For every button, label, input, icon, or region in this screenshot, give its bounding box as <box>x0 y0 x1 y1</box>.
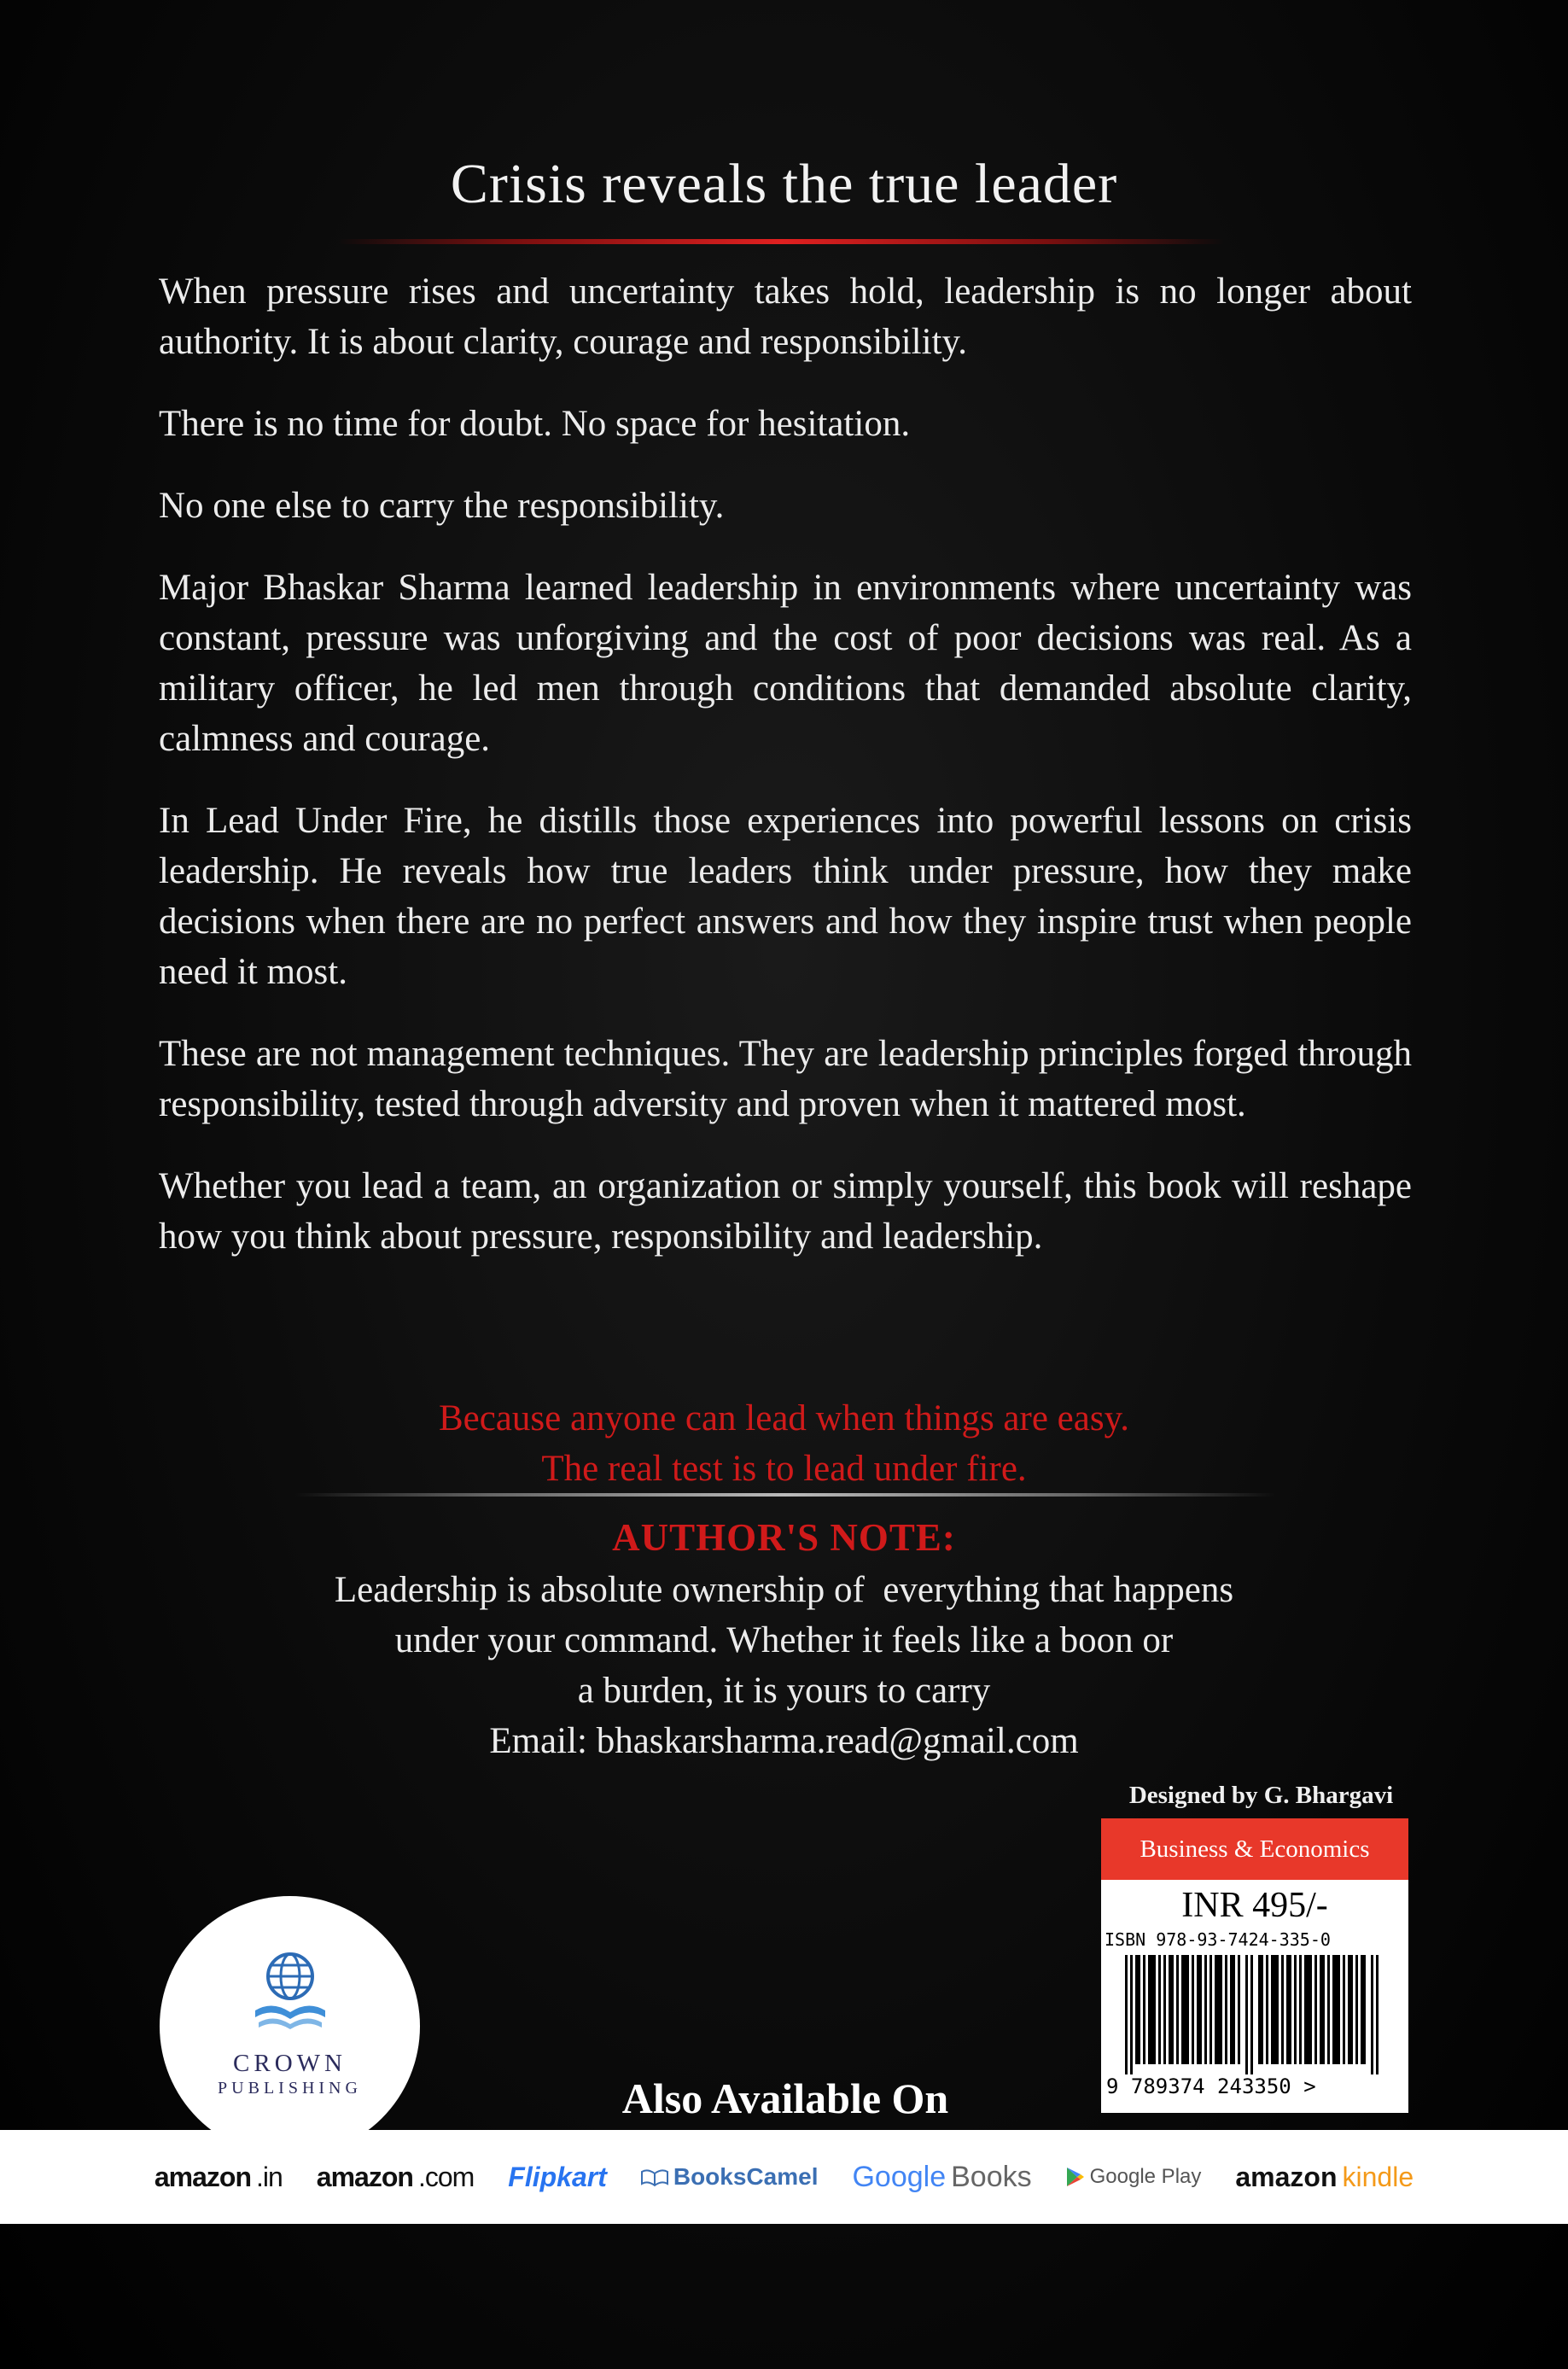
author-note <box>0 1565 1568 1766</box>
blurb-paragraph: No one else to carry the responsibility. <box>159 486 725 526</box>
blurb-paragraph: There is no time for doubt. No space for hesitation. <box>159 404 911 444</box>
store-amazon-com-suffix: .com <box>417 2161 475 2192</box>
blurb-paragraph: These are not management techniques. They are leadership principles forged through responsibility, tested through adversity and proven when it mattered most. <box>159 1034 1412 1124</box>
store-amazon-in[interactable] <box>154 2162 283 2193</box>
grey-divider <box>294 1493 1276 1497</box>
cover-heading: Crisis reveals the true leader <box>450 153 1118 215</box>
designer-credit: Designed by G. Bhargavi <box>1128 1782 1394 1809</box>
tagline-line: The real test is to lead under fire. <box>541 1449 1027 1489</box>
publisher-subname: PUBLISHING <box>218 2079 362 2098</box>
store-google-books[interactable] <box>852 2161 1031 2194</box>
author-note-line: a burden, it is yours to carry <box>577 1671 991 1711</box>
store-amazon-com-main: amazon <box>316 2161 413 2192</box>
price-label: INR 495/- <box>1181 1886 1328 1925</box>
store-strip <box>0 2130 1568 2224</box>
barcode-panel <box>1101 1818 1408 2113</box>
store-amazon-kindle[interactable] <box>1235 2162 1414 2193</box>
globe-book-icon <box>254 1947 327 2041</box>
barcode-icon <box>1125 1955 1390 2074</box>
tagline <box>0 1393 1568 1494</box>
store-google-play-label: Google Play <box>1089 2165 1202 2188</box>
store-google-books-suffix: Books <box>951 2160 1032 2193</box>
store-amazon-in-suffix: .in <box>256 2161 283 2192</box>
category-label: Business & Economics <box>1101 1818 1408 1880</box>
tagline-line: Because anyone can lead when things are easy. <box>438 1398 1130 1438</box>
also-available-heading: Also Available On <box>621 2074 949 2122</box>
author-note-line: Leadership is absolute ownership of everything that happens <box>334 1570 1234 1610</box>
store-kindle-main: amazon <box>1235 2161 1338 2192</box>
store-bookscamel[interactable] <box>641 2163 819 2191</box>
store-amazon-in-main: amazon <box>154 2161 251 2192</box>
blurb <box>159 266 1412 1293</box>
google-wordmark: Google <box>852 2160 947 2193</box>
store-kindle-suffix: kindle <box>1342 2161 1414 2192</box>
store-bookscamel-label: BooksCamel <box>673 2163 819 2190</box>
store-google-play[interactable] <box>1066 2165 1202 2189</box>
blurb-paragraph: Major Bhaskar Sharma learned leadership in environments where uncertainty was constant, pressure was unforgiving and the cost of poor decisions was real. As a military officer, he led men through conditions that demanded absolute clarity, calmness and courage. <box>159 568 1412 759</box>
barcode-digits: 9 789374 243350 > <box>1106 2074 1316 2098</box>
store-amazon-com[interactable] <box>317 2162 474 2193</box>
author-note-heading: AUTHOR'S NOTE: <box>612 1516 956 1559</box>
open-book-icon <box>641 2167 668 2187</box>
blurb-paragraph: Whether you lead a team, an organization or simply yourself, this book will reshape how you think about pressure, responsibility and leadership. <box>159 1166 1412 1257</box>
author-email[interactable]: Email: bhaskarsharma.read@gmail.com <box>489 1721 1079 1761</box>
google-play-icon <box>1066 2167 1085 2187</box>
store-flipkart[interactable]: Flipkart <box>508 2161 607 2192</box>
author-note-line: under your command. Whether it feels like a boon or <box>394 1620 1174 1660</box>
blurb-paragraph: In Lead Under Fire, he distills those experiences into powerful lessons on crisis leadership. He reveals how true leaders think under pressure, how they make decisions when there are no perfect answers and how they inspire trust when people need it most. <box>159 801 1412 992</box>
red-divider <box>337 239 1225 244</box>
publisher-logo <box>160 1896 420 2156</box>
blurb-paragraph: When pressure rises and uncertainty takes hold, leadership is no longer about authority. It is about clarity, courage and responsibility. <box>159 271 1412 362</box>
isbn-label: ISBN 978-93-7424-335-0 <box>1105 1929 1331 1950</box>
publisher-name: CROWN <box>233 2050 347 2077</box>
